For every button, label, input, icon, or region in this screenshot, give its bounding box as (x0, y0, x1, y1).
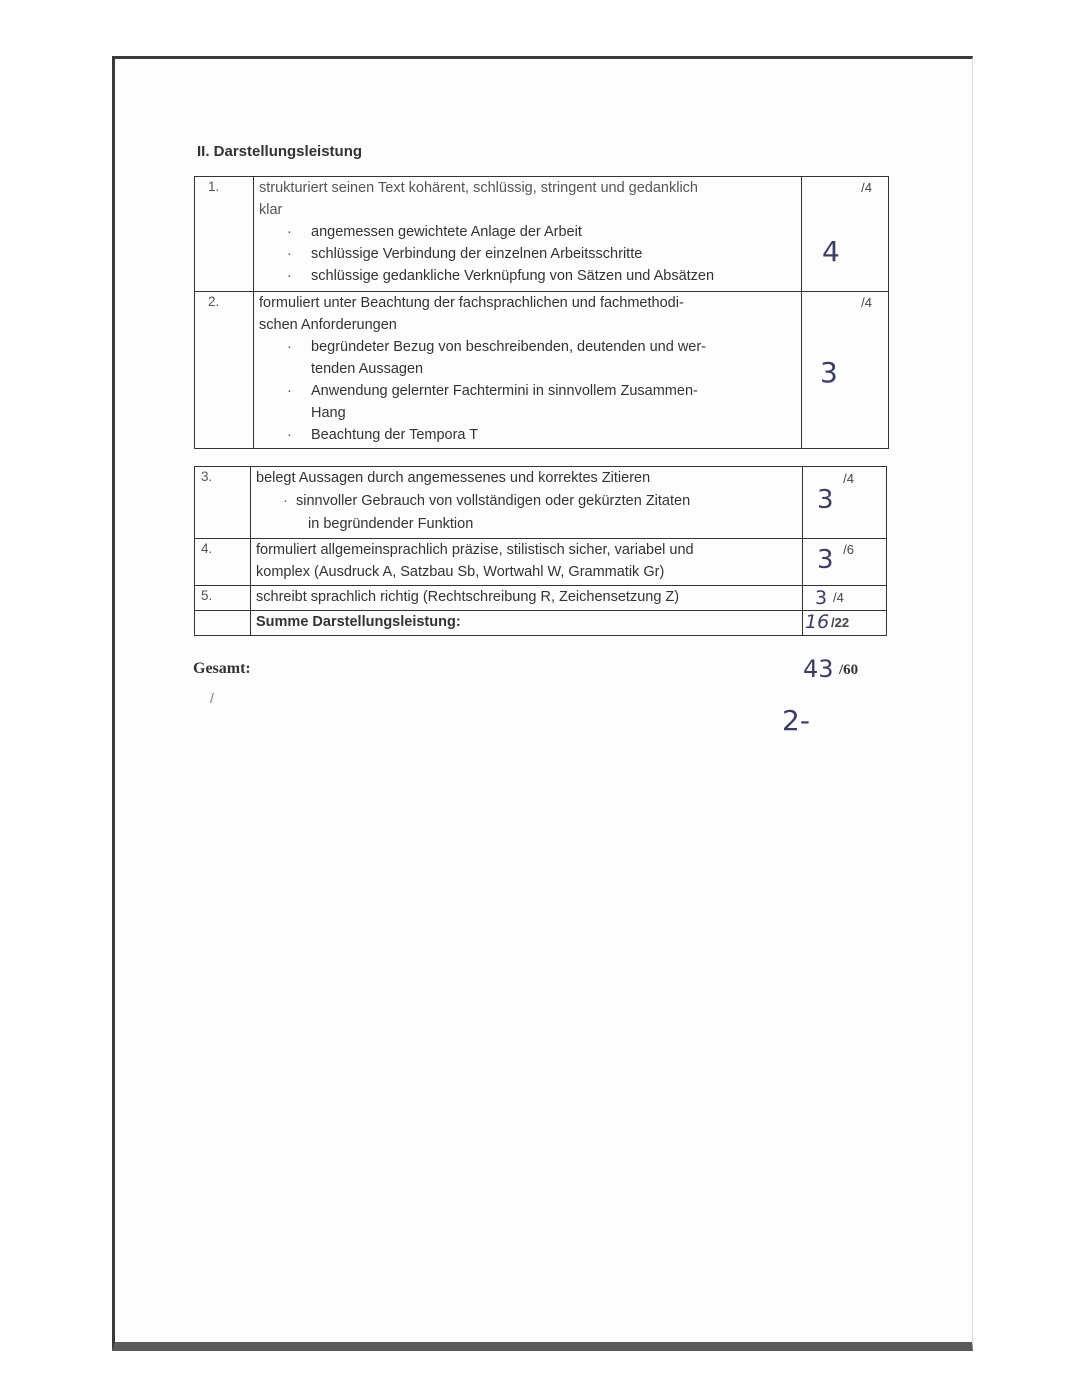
handwritten-total: 43 (803, 655, 834, 683)
table-row (195, 586, 887, 611)
sum-score-cell (803, 611, 887, 636)
score-cell (802, 292, 889, 449)
sum-label-cell (251, 611, 803, 636)
criterion-line: schen Anforderungen (259, 317, 397, 333)
bullet-continuation: Hang (311, 405, 346, 421)
score-cell (803, 467, 887, 539)
total-max-points: /60 (839, 662, 859, 678)
criterion-line: strukturiert seinen Text kohärent, schlüssig, stringent und gedanklich (259, 180, 699, 196)
criterion-line: klar (259, 202, 283, 218)
score-cell (803, 539, 887, 586)
criterion-line: komplex (Ausdruck A, Satzbau Sb, Wortwahl W, Grammatik Gr) (256, 564, 665, 580)
criteria-table-2 (194, 466, 887, 636)
table-row (195, 292, 889, 449)
criterion-text (251, 467, 803, 539)
bullet-continuation: in begründender Funktion (308, 516, 474, 532)
sum-max-points: /22 (831, 615, 850, 630)
bullet-continuation: tenden Aussagen (311, 361, 424, 377)
max-points: /4 (861, 295, 872, 310)
row-number: 3. (195, 467, 251, 539)
criteria-table-1 (194, 176, 889, 449)
criterion-text (254, 177, 802, 292)
row-number: 1. (195, 177, 254, 292)
max-points: /4 (843, 471, 854, 486)
stray-mark: / (210, 690, 214, 706)
gesamt-label: Gesamt: (193, 660, 251, 677)
max-points: /6 (843, 542, 854, 557)
criterion-text (254, 292, 802, 449)
criterion-text (251, 586, 803, 611)
row-number: 5. (195, 586, 251, 611)
bullet-item: · schlüssige Verbindung der einzelnen Arbeitsschritte (311, 243, 797, 265)
row-number: 4. (195, 539, 251, 586)
table-row (195, 467, 887, 539)
bullet-item: · schlüssige gedankliche Verknüpfung von Sätzen und Absätzen (311, 265, 797, 287)
max-points: /4 (833, 590, 844, 605)
score-cell (803, 586, 887, 611)
criterion-line: formuliert allgemeinsprachlich präzise, stilistisch sicher, variabel und (256, 542, 694, 558)
handwritten-score: 3 (820, 356, 838, 389)
criterion-line: belegt Aussagen durch angemessenes und korrektes Zitieren (256, 470, 651, 486)
score-cell (802, 177, 889, 292)
bullet-item: · Anwendung gelernter Fachtermini in sinnvollem Zusammen- (311, 380, 797, 402)
criterion-line: schreibt sprachlich richtig (Rechtschreibung R, Zeichensetzung Z) (256, 589, 680, 605)
table-row (195, 177, 889, 292)
criterion-line: formuliert unter Beachtung der fachsprachlichen und fachmethodi- (259, 295, 684, 311)
sum-row (195, 611, 887, 636)
handwritten-score: 3 (815, 587, 828, 609)
row-number: 2. (195, 292, 254, 449)
handwritten-score: 3 (817, 545, 834, 575)
sum-label: Summe Darstellungsleistung: (256, 614, 461, 630)
bullet-item: · angemessen gewichtete Anlage der Arbeit (311, 221, 797, 243)
handwritten-grade: 2- (782, 704, 810, 737)
bullet-item: · Beachtung der Tempora T (311, 424, 797, 446)
handwritten-sum: 16 (805, 611, 830, 633)
max-points: /4 (861, 180, 872, 195)
bullet-item: · begründeter Bezug von beschreibenden, deutenden und wer- (311, 336, 797, 358)
criterion-text (251, 539, 803, 586)
bullet-item: · sinnvoller Gebrauch von vollständigen oder gekürzten Zitaten (296, 490, 798, 513)
table-row (195, 539, 887, 586)
section-title: II. Darstellungsleistung (197, 143, 363, 160)
handwritten-score: 4 (822, 235, 840, 268)
handwritten-score: 3 (817, 485, 834, 515)
empty-cell (195, 611, 251, 636)
